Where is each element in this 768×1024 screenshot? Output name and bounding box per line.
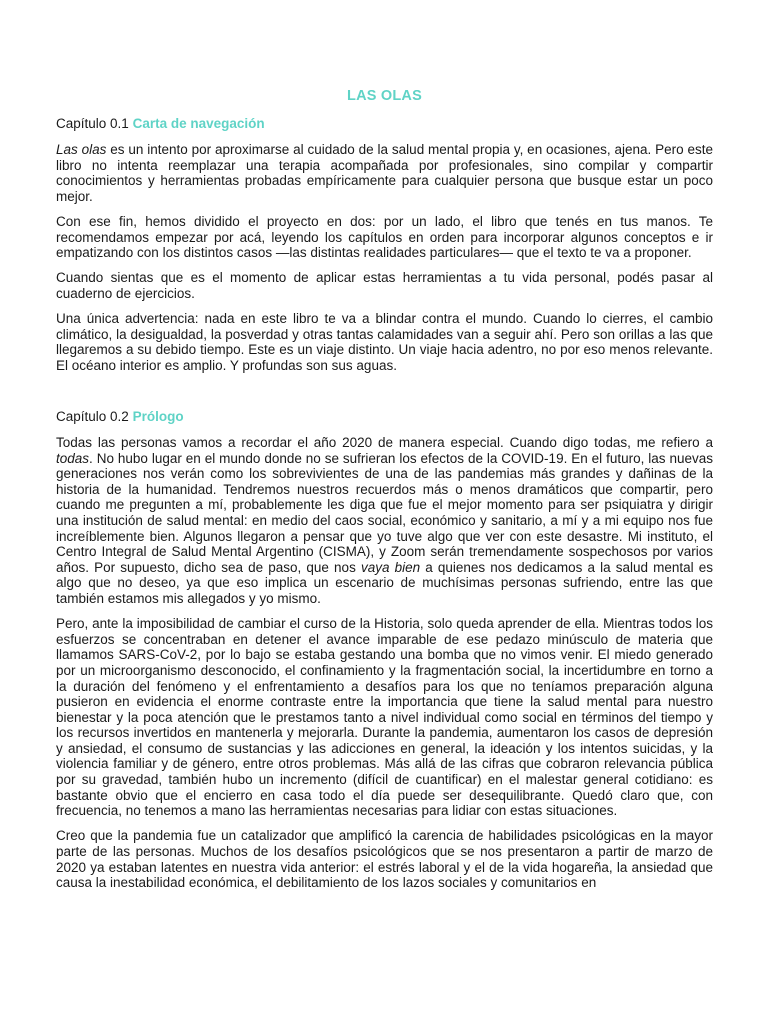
paragraph <box>56 214 713 261</box>
chapter-section-0-2 <box>56 409 713 891</box>
chapter-name: Carta de navegación <box>132 116 265 131</box>
paragraph <box>56 828 713 890</box>
text-run: Cuando sientas que es el momento de aplicar estas herramientas a tu vida personal, podés pasar al cuaderno de ejercicios. <box>56 270 713 301</box>
paragraph <box>56 270 713 301</box>
text-run: Creo que la pandemia fue un catalizador que amplificó la carencia de habilidades psicológicas en la mayor parte de las personas. Muchos de los desafíos psicológicos que se nos presentaron a partir de marzo de 2020 ya estaban latentes en nuestra vida anterior: el estrés laboral y el de la vida hogareña, la ansiedad que causa la inestabilidad económica, el debilitamiento de los lazos sociales y comunitarios en <box>56 828 713 891</box>
paragraph <box>56 616 713 819</box>
text-run: es un intento por aproximarse al cuidado de la salud mental propia y, en ocasiones, ajena. Pero este libro no intenta reemplazar una terapia acompañada por profesionales, sino compilar y compartir conocimientos y herramientas probadas empíricamente para cualquier persona que busque estar un poco mejor. <box>56 142 713 204</box>
italic-text: vaya bien <box>360 559 421 575</box>
text-run: a quienes nos dedicamos a la salud mental es algo que no deseo, ya que eso implica un escenario de muchísimas personas sufriendo, entre las que también estamos mis allegados y yo mismo. <box>56 559 713 607</box>
paragraph <box>56 142 713 204</box>
text-run: Pero, ante la imposibilidad de cambiar el curso de la Historia, solo queda aprender de ella. Mientras todos los esfuerzos se concentraban en detener el avance imparable de ese pedazo minúsculo de materia que llamamos SARS-CoV-2, por lo bajo se estaba gestando una bomba que no vimos venir. El miedo generado por un microorganismo desconocido, el confinamiento y la fragmentación social, la incertidumbre en torno a la duración del fenómeno y el enfrentamiento a desafíos para los que no teníamos preparación alguna pusieron en evidencia el enorme contraste entre la importancia que tiene la salud mental para nuestro bienestar y la poca atención que le prestamos tanto a nivel individual como social en términos del tiempo y los recursos invertidos en mantenerla y mejorarla. Durante la pandemia, aumentaron los casos de depresión y ansiedad, el consumo de sustancias y las adicciones en general, la ideación y los intentos suicidas, y la violencia familiar y de género, entre otros problemas. Más allá de las cifras que cobraron relevancia pública por su gravedad, también hubo un incremento (difícil de cuantificar) en el malestar general cotidiano: es bastante obvio que el encierro en casa todo el día puede ser desequilibrante. Quedó claro que, con frecuencia, no tenemos a mano las herramientas necesarias para lidiar con estas situaciones. <box>56 616 713 819</box>
text-run: Con ese fin, hemos dividido el proyecto en dos: por un lado, el libro que tenés en tus manos. Te recomendamos empezar por acá, leyendo los capítulos en orden para incorporar algunos conceptos e ir empatizando con los distintos casos —las distintas realidades particulares— que el texto te va a proponer. <box>56 214 713 261</box>
chapter-number: Capítulo 0.1 <box>56 116 129 131</box>
italic-text: todas <box>56 450 90 466</box>
chapter-name: Prólogo <box>132 408 184 424</box>
text-run: Una única advertencia: nada en este libro te va a blindar contra el mundo. Cuando lo cierres, el cambio climático, la desigualdad, la posverdad y otras tantas calamidades van a seguir ahí. Pero son orillas a las que llegaremos a su debido tiempo. Este es un viaje distinto. Un viaje hacia adentro, no por eso menos relevante. El océano interior es amplio. Y profundas son sus aguas. <box>56 311 713 373</box>
chapter-number: Capítulo 0.2 <box>56 408 129 424</box>
chapter-heading <box>56 409 713 425</box>
paragraph <box>56 311 713 373</box>
book-title: LAS OLAS <box>347 88 422 104</box>
text-run: . No hubo lugar en el mundo donde no se sufrieran los efectos de la COVID-19. En el futuro, las nuevas generaciones nos verán como los sobrevivientes de una de las pandemias más grandes y dañinas de la historia de la humanidad. Tendremos nuestros recuerdos más o menos dramáticos que compartir, pero cuando me pregunten a mí, probablemente les diga que fue el mejor momento para ser psiquiatra y dirigir una institución de salud mental: en medio del caos social, económico y sanitario, a mí y a mi equipo nos fue increíblemente bien. Algunos llegaron a pensar que yo tuve algo que ver con este desastre. Mi instituto, el Centro Integral de Salud Mental Argentino (CISMA), y Zoom serán tremendamente sospechosos por varios años. Por supuesto, dicho sea de paso, que nos <box>56 450 713 575</box>
chapter-section-0-1 <box>56 116 713 373</box>
paragraph <box>56 435 713 607</box>
italic-text: Las olas <box>56 142 107 158</box>
text-run: Todas las personas vamos a recordar el año 2020 de manera especial. Cuando digo todas, me refiero a <box>56 435 713 451</box>
chapter-heading <box>56 116 713 132</box>
section-spacer <box>56 383 713 409</box>
